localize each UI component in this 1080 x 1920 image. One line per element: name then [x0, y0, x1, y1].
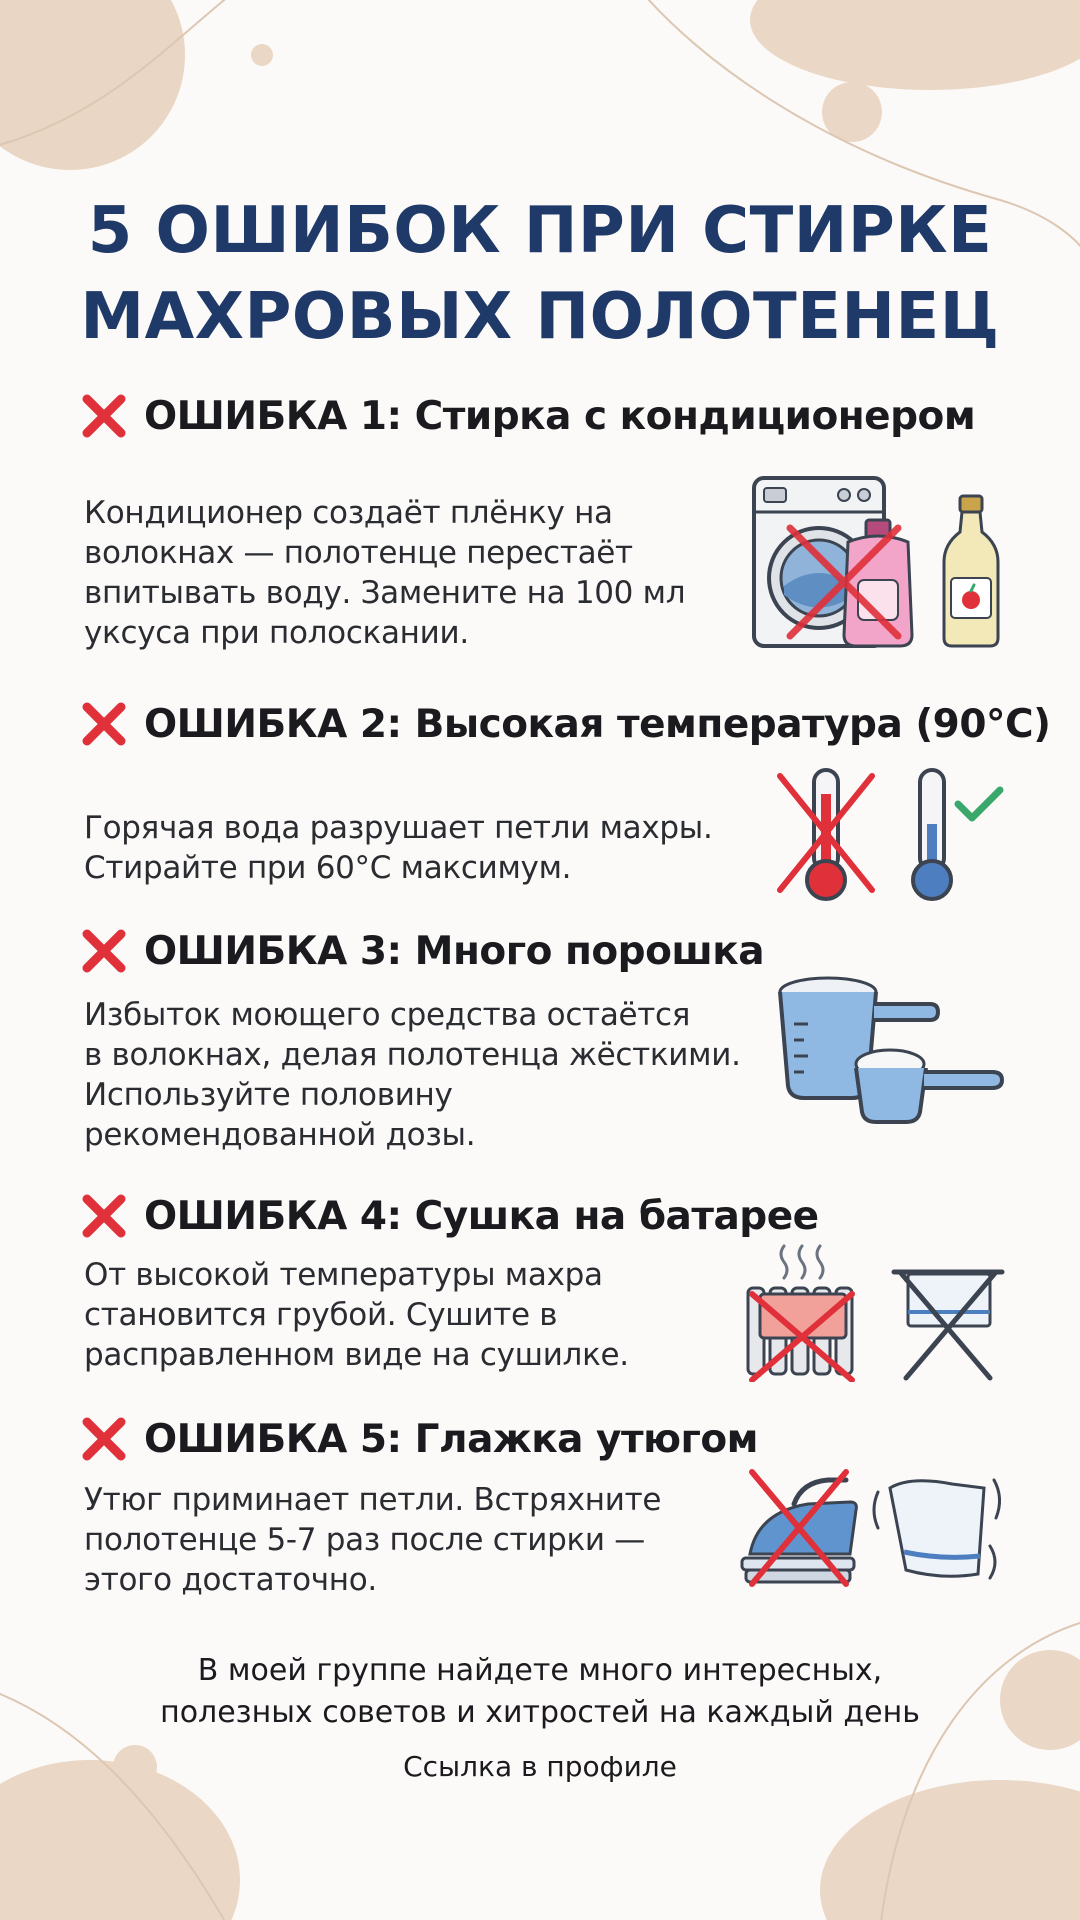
mistake-4-heading — [78, 1190, 819, 1242]
text-line: Утюг приминает петли. Встряхните — [84, 1482, 662, 1518]
mistake-4-illustration — [740, 1242, 1020, 1382]
page-title — [0, 188, 1080, 360]
mistake-3-heading — [78, 925, 764, 977]
text-line: уксуса при полоскании. — [84, 615, 469, 651]
towel-icon — [874, 1480, 1000, 1578]
text-line: Используйте половину — [84, 1077, 453, 1113]
cool-thermometer-icon — [913, 770, 951, 899]
mistake-heading-text: ОШИБКА 1: Стирка с кондиционером — [144, 393, 976, 439]
text-line: впитывать воду. Замените на 100 мл — [84, 575, 686, 611]
mistake-5-text — [84, 1480, 661, 1600]
drying-rack-icon — [894, 1272, 1002, 1378]
text-line: расправленном виде на сушилке. — [84, 1337, 629, 1373]
mistake-1-illustration — [748, 470, 1018, 655]
text-line: полотенце 5-7 раз после стирки — — [84, 1522, 646, 1558]
promo-text — [0, 1650, 1080, 1734]
mistake-2-heading — [78, 698, 1050, 750]
mistake-heading-text: ОШИБКА 4: Сушка на батарее — [144, 1193, 819, 1239]
promo-line: полезных советов и хитростей на каждый день — [160, 1695, 920, 1730]
measuring-scoop-icon — [856, 1050, 1002, 1122]
mistake-5-heading — [78, 1413, 758, 1465]
promo-line: В моей группе найдете много интересных, — [197, 1653, 883, 1688]
text-line: Избыток моющего средства остаётся — [84, 997, 691, 1033]
mistake-3-illustration — [770, 968, 1010, 1128]
text-line: этого достаточно. — [84, 1562, 377, 1598]
mistake-2-illustration — [772, 762, 1012, 904]
mistake-5-illustration — [738, 1462, 1018, 1592]
mistake-heading-text: ОШИБКА 5: Глажка утюгом — [144, 1416, 759, 1462]
mistake-3-text — [84, 995, 741, 1155]
cross-icon — [78, 925, 130, 977]
text-line: становится грубой. Сушите в — [84, 1297, 558, 1333]
text-line: волокнах — полотенце перестаёт — [84, 535, 633, 571]
title-line: 5 ОШИБОК ПРИ СТИРКЕ — [87, 194, 993, 268]
cross-icon — [78, 390, 130, 442]
cross-icon — [78, 698, 130, 750]
text-line: в волокнах, делая полотенца жёсткими. — [84, 1037, 741, 1073]
cross-icon — [78, 1413, 130, 1465]
text-line: рекомендованной дозы. — [84, 1117, 476, 1153]
softener-bottle-icon — [844, 520, 912, 646]
profile-link-text: Ссылка в профиле — [403, 1750, 677, 1783]
mistake-1-text — [84, 493, 685, 653]
text-line: Кондиционер создаёт плёнку на — [84, 495, 613, 531]
mistake-heading-text: ОШИБКА 3: Много порошка — [144, 928, 765, 974]
vinegar-bottle-icon — [944, 496, 998, 646]
text-line: Стирайте при 60°C максимум. — [84, 850, 572, 886]
check-icon — [958, 790, 1000, 818]
text-line: Горячая вода разрушает петли махры. — [84, 810, 713, 846]
cross-icon — [78, 1190, 130, 1242]
mistake-1-heading — [78, 390, 975, 442]
mistake-4-text — [84, 1255, 629, 1375]
title-line: МАХРОВЫХ ПОЛОТЕНЕЦ — [80, 280, 1000, 354]
text-line: От высокой температуры махра — [84, 1257, 603, 1293]
mistake-heading-text: ОШИБКА 2: Высокая температура (90°C) — [144, 701, 1051, 747]
mistake-2-text — [84, 808, 713, 888]
